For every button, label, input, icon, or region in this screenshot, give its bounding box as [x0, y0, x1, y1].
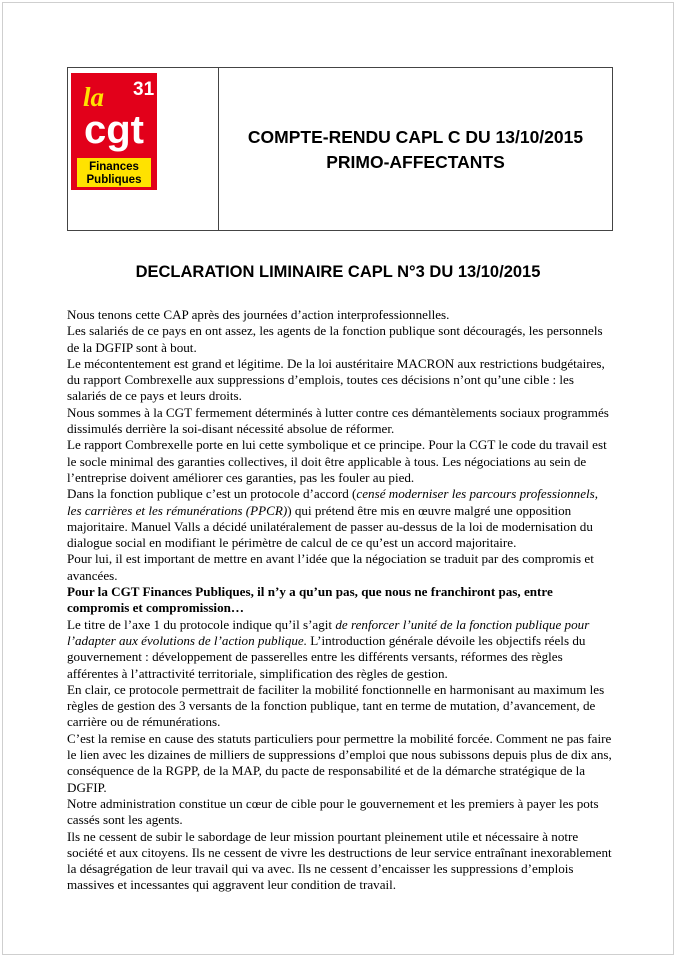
- paragraph-10: En clair, ce protocole permettrait de faciliter la mobilité fonctionnelle en harmonisant au maximum les règles de gestion des 3 versants de la fonction publique, tant en terme de mutation, d’avancement, de carrière ou de rémunérations.: [67, 681, 605, 730]
- paragraph-11: C’est la remise en cause des statuts particuliers pour permettre la mobilité forcée. Comment ne pas faire le lien avec les dizaines de milliers de suppressions d’emploi que nous subissons depuis plus de dix ans, conséquence de la RGPP, de la MAP, du pacte de responsabilité et de la démarche stratégique de la DGFIP.: [67, 730, 612, 795]
- paragraph-4: Nous sommes à la CGT fermement déterminés à lutter contre ces démantèlements sociaux programmés dissimulés derrière la soi-disant nécessité absolue de réformer.: [67, 404, 609, 437]
- report-title-line2: PRIMO-AFFECTANTS: [326, 152, 505, 172]
- body-text: [67, 307, 615, 894]
- paragraph-5: Le rapport Combrexelle porte en lui cette symbolique et ce principe. Pour la CGT le code du travail est le socle minimal des garanties collectives, il doit être applicable à tous. Les négociations au sein de l’entreprise doivent améliorer ces garanties, pas les fouler au pied.: [67, 437, 607, 485]
- logo-finances: Finances: [89, 161, 139, 173]
- paragraph-7: Pour lui, il est important de mettre en avant l’idée que la négociation se traduit par des compromis et avancées.: [67, 551, 594, 583]
- logo-cgt: cgt: [84, 108, 144, 152]
- cgt-logo: [71, 73, 157, 190]
- paragraph-9-italic: de renforcer l’unité de la fonction publique pour l’adapter aux évolutions de l’action publique.: [67, 616, 590, 648]
- paragraph-6-italic: censé moderniser les parcours professionnels, les carrières et les rémunérations (PPCR): [67, 486, 599, 518]
- report-title: [219, 68, 612, 230]
- logo-la: la: [83, 82, 105, 112]
- paragraph-12: Notre administration constitue un cœur de cible pour le gouvernement et les premiers à payer les pots cassés sont les agents.: [67, 795, 599, 828]
- paragraph-2: Les salariés de ce pays en ont assez, les agents de la fonction publique sont découragés, les personnels de la DGFIP sont à bout.: [67, 323, 603, 355]
- logo-publiques: Publiques: [86, 174, 142, 186]
- declaration-title: DECLARATION LIMINAIRE CAPL N°3 DU 13/10/2015: [135, 263, 541, 281]
- logo-cell: [68, 68, 219, 230]
- report-title-line1: COMPTE-RENDU CAPL C DU 13/10/2015: [247, 127, 584, 147]
- paragraph-1: Nous tenons cette CAP après des journées d’action interprofessionnelles.: [67, 307, 450, 322]
- paragraph-9-end: L’introduction générale dévoile les objectifs réels du gouvernement : développement de passerelles entre les différents versants, réformes des règles afférentes à l’attractivité territoriale, simplification des règles de gestion.: [67, 632, 586, 681]
- paragraph-8-bold: Pour la CGT Finances Publiques, il n’y a qu’un pas, que nous ne franchiront pas, entre compromis et compromission…: [67, 584, 553, 616]
- logo-number: 31: [133, 79, 155, 100]
- paragraph-6-end: ) qui prétend être mis en œuvre malgré une opposition majoritaire. Manuel Valls a décidé unilatéralement de passer au-dessus de la loi de modernisation du dialogue social en modifiant le périmètre de calcul de ce qu’est un accord majoritaire.: [67, 502, 593, 551]
- header-table: [67, 67, 613, 231]
- paragraph-6: [67, 486, 615, 551]
- paragraph-13: Ils ne cessent de subir le sabordage de leur mission pourtant pleinement utile et nécessaire à notre société et aux citoyens. Ils ne cessent de vivre les destructions de leur service entraînant inexorablement la désagrégation de leur travail qui va avec. Ils ne cessent d’encaisser les suppressions d’emplois massives et incessantes qui aggravent leur condition de travail.: [67, 828, 612, 893]
- paragraph-9: [67, 617, 615, 682]
- paragraph-3: Le mécontentement est grand et légitime. De la loi austéritaire MACRON aux restrictions budgétaires, du rapport Combrexelle aux suppressions d’emplois, toutes ces décisions n’ont qu’une cible : les salariés de ce pays et leurs droits.: [67, 355, 605, 404]
- paragraph-9-start: Le titre de l’axe 1 du protocole indique qu’il s’agit: [67, 616, 336, 632]
- paragraph-6-start: Dans la fonction publique c’est un protocole d’accord (: [67, 486, 357, 502]
